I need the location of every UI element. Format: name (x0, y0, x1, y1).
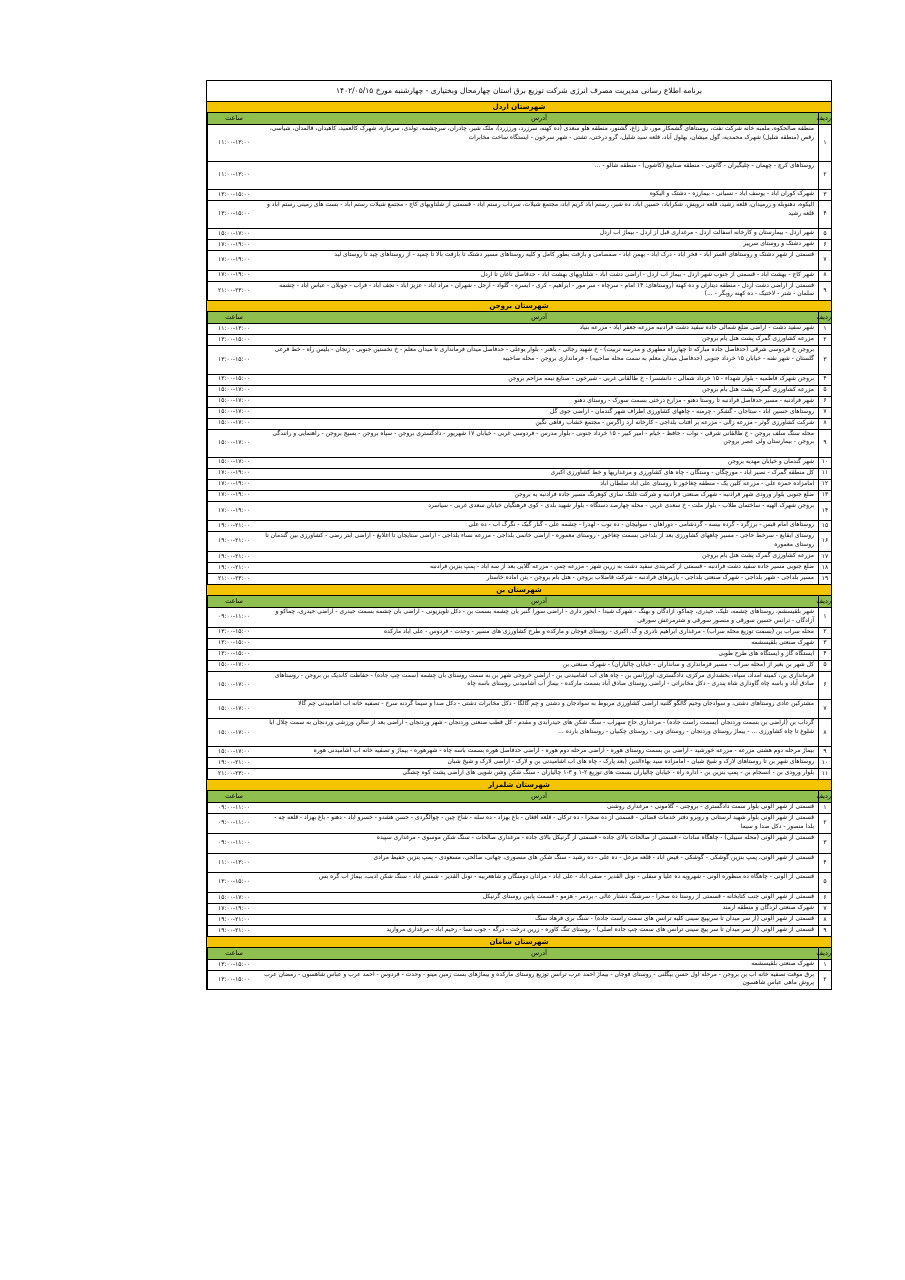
table-row (207, 650, 831, 661)
county-header: شهرستان بروجن (207, 301, 831, 312)
row-address: روستاهای کرچ - چهمان - چلیگیران - گائونی - منطقه صناییع (کاشون) - منطقه شالو - ... (594, 161, 814, 169)
row-address: ایستگاه گاز و ایستگاه های طرح طوبی (718, 649, 814, 657)
row-address: شهرک صنعتی بلقیسشمه (751, 638, 814, 646)
address-column-header: آدرس (531, 948, 547, 957)
row-time: ۱۷:۰۰-۱۹:۰۰ (207, 271, 260, 281)
row-number: ۲ (818, 628, 831, 638)
number-column-header: ردیف (816, 596, 831, 605)
table-row (207, 854, 831, 874)
row-address: شهر اردل - بیمارستان و کارخانه آسفالت اردل - مرغداری قبل از اردل - بیماژ آب اردل (599, 229, 814, 237)
row-time: ۱۳:۰۰-۱۵:۰۰ (207, 960, 260, 970)
row-address: مشترکین عادی روستاهای دشتی، و سوادجان وجیم گالگو گلنیه اراضی کشاورزی مربوط به سوادجان و دشتی و چم گالگا - دکل مخابرات دشتی - دکل صدا و سیما گردنه سرخ - تصفیه خانه آب آشامیدنی چم گالا (298, 699, 814, 707)
row-number: ۳ (818, 190, 831, 200)
table-row (207, 458, 831, 469)
row-time: ۰۹:۰۰-۱۱:۰۰ (207, 803, 260, 813)
column-header-row (207, 791, 831, 803)
row-time: ۱۵:۰۰-۱۷:۰۰ (207, 747, 260, 757)
row-number: ۱۰ (818, 758, 831, 768)
row-number: ۴ (818, 650, 831, 660)
row-time: ۱۳:۰۰-۱۵:۰۰ (207, 190, 260, 200)
row-time: ۱۹:۰۰-۲۱:۰۰ (207, 552, 260, 562)
row-time: ۲۱:۰۰-۲۳:۰۰ (207, 282, 260, 301)
table-row (207, 661, 831, 672)
row-time: ۱۵:۰۰-۱۷:۰۰ (207, 458, 260, 468)
row-time: ۱۵:۰۰-۱۷:۰۰ (207, 430, 260, 457)
row-number: ۱۱ (818, 769, 831, 779)
row-address: مسیر بلداجی - شهر بلداجی - شهرک صنعتی بلداجی - بازیرهای فرادنبه - شرکت قاضلاب بروجن - هتل بام بروجن - بتن آماده خاستار (486, 573, 814, 581)
row-time: ۱۹:۰۰-۲۱:۰۰ (207, 926, 260, 936)
row-address: بروجن خ فردوسی شرقی (حدفاصل جاده مبارکه تا چهارراه مطهری و مدرسه تربیت) - خ شهید رجائی - باهنر - بلوار بوعلی - حدفاصل میدان فرمانداری تا میدان معلم - خ نخستین جنوبی - زنجان - بلیس راه - خط فرعی گلستان - شهر نقنه - خیابان ۱۵ خرداد جنوبی (حدفاصل میدان معلم به سمت محله صاحبیه) - فرمانداری بروجن - محله صاحبیه (274, 346, 814, 362)
row-address: قسمتی از شهر آلونی (از سر میدان تا سر پیچ سینی ترانس های سمت چپ جاده اصلی) - روستای تنگ کاوره - زرین درخت - درگه - جوب نسا - رحیم آباد - مرغداری مروارید (386, 925, 814, 933)
row-number: ۱۹ (818, 574, 831, 584)
column-header-row (207, 948, 831, 960)
row-address: امامزاده حمزه علی - مزرعه کلین یک - منطقه چغاخور تا روستای علی آباد سلطان آباد (600, 479, 814, 487)
number-column-header: ردیف (816, 948, 831, 957)
row-address: قسمتی از شهر آلونی بلوار سمت دادگستری - بروجنی - گلامونی - مرغداری روشنی (607, 803, 814, 811)
row-time: ۱۵:۰۰-۱۷:۰۰ (207, 408, 260, 418)
row-address: شهر فرادنبه - مسیر حدفاصل فرادنبه تا روستا دهنو - مزارع درختی بسمت سورک - روستای دهنو (574, 396, 814, 404)
row-address: شهر بلقیسشم، روستاهای چشمه، تلیک، حیدری، چماکو، آزادگان و بهنگ - شهرک شیدا - آبخور داری - اراضی سورا گنبر بان چشمه بسمت بن - دکل تلویزیونی - اراضی بان چشمه بسمت حیدری - اراضی حیدری، چماکو و آزادگان - ترانس حسین سورقی و منصور سورقی و شترمرغش سورقی (275, 607, 814, 624)
row-number: ۵ (818, 661, 831, 671)
table-row (207, 502, 831, 522)
row-number: ۱۶ (818, 532, 831, 551)
table-row (207, 271, 831, 282)
row-time: ۱۳:۰۰-۱۵:۰۰ (207, 639, 260, 649)
column-header-row (207, 312, 831, 324)
time-column-header: ساعت (207, 596, 260, 607)
row-number: ۲ (818, 814, 831, 833)
row-time: ۱۹:۰۰-۲۱:۰۰ (207, 532, 260, 551)
row-address: برق موقت تصفیه خانه آب بن بروجن - مرحله اول حسن بیگلنی - روستای فوجان - بیماژ احمد عرب ترانس توزیع روستای مارکده و بیماژهای بست زمین مینو - وحدت - فردوس - احمد عرب و عباس شاهسون - رمضان عرب پروش ماهی عباس شاهسون (264, 970, 814, 987)
table-row (207, 926, 831, 937)
row-time: ۱۳:۰۰-۱۵:۰۰ (207, 335, 260, 345)
row-time: ۱۷:۰۰-۱۹:۰۰ (207, 904, 260, 914)
row-address: روستاهای حسین آباد - ستاجان - گشکر - چرمنه - چاههای کشاورزی اطراف شهر گندمان - اراضی جوی گل (550, 407, 814, 415)
table-row (207, 960, 831, 971)
schedule-sheet (206, 80, 832, 990)
row-time: ۰۹:۰۰-۱۱:۰۰ (207, 834, 260, 853)
table-row (207, 971, 831, 990)
row-address: قسمتی از شهر آلونی بلوار شهید لرستانی و روبرو دفتر خدمات قضائی - قسمتی از ده صحرا - ده ترکان - قلعه افغان - باغ بهزاد - ده سله - شاخ چین - چوالگردی - حسن هشدو - خسرو آباد - دهنو - باغ بهزاد - قلعه چه - بلدا منصور - دکل صدا و سیما (274, 814, 814, 831)
table-row (207, 190, 831, 201)
row-address: آلیکوه، دهنوبله و زرمیدان، قلعه رشید، قلعه درویش، شکرآباد، حسین آباد، ده شیر، رستم آباد کریم آباد، مجتمع شیلات، سرداب رستم آباد - قسمتی از شلتاویهای کاج - مجتمع شیلات رستم آباد - بست های زمینی رستم آباد و قلعه رشید (266, 200, 814, 217)
row-time: ۲۱:۰۰-۲۳:۰۰ (207, 574, 260, 584)
number-column-header: ردیف (816, 313, 831, 322)
row-address: شرکت کشاورزی گوثر - مزرعه زالی - مزرعه بر آفتاب بلداجی - کارخانه آرد زاگرس - مجتمع خشاب رفاهی نگین (535, 418, 814, 426)
row-address: بروجن شهرک الهیه - ساختمان طلاب - بلوار ملت - خ سعدی غربی - محله چهارصد دستگاه - بلوار شهید بلدی - کوی فرهنگیان خیابان سعدی غربی - سیاسرد (428, 501, 814, 509)
row-number: ۶ (818, 397, 831, 407)
table-row (207, 251, 831, 271)
address-column-header: آدرس (531, 114, 547, 122)
row-time: ۲۱:۰۰-۲۳:۰۰ (207, 769, 260, 779)
row-time: ۱۵:۰۰-۱۷:۰۰ (207, 700, 260, 719)
row-number: ۷ (818, 251, 831, 270)
row-address: روستاهای امام قیس - برزگرد - گرده بیسه - گردشامی - دوراهان - سولیجان - ده نوب - لهدرآ - چشمه علی - گنار گبک - نگرگ آب - ده علی (468, 521, 814, 529)
county-header: شهرستان سامان (207, 937, 831, 948)
row-time: ۱۳:۰۰-۱۵:۰۰ (207, 650, 260, 660)
row-time: ۱۱:۰۰-۱۳:۰۰ (207, 125, 260, 161)
row-time: ۱۹:۰۰-۲۱:۰۰ (207, 521, 260, 531)
row-address: مزرعه کشاورزی گمرک پشت هتل بام بروجن (702, 335, 814, 343)
row-time: ۱۵:۰۰-۱۷:۰۰ (207, 397, 260, 407)
table-row (207, 700, 831, 720)
table-row (207, 386, 831, 397)
row-address: قسمتی از شهر آلونی، پمپ بنزین گوشکی - گوشکی - فیض آباد - قلعه مزعل - ده علی - ده رشید - سنگ شکن های منصوری، جهانی، صالحی، مسعودی - پمپ بنزین حفیظ مرادی (373, 853, 814, 861)
row-address: شهر سفید دشت - اراضی ضلع شمالی جاده سفید دشت فرادنبه مزرعه جعفر آباد - مزرعه بنیاد (579, 324, 814, 332)
row-time: ۱۳:۰۰-۱۵:۰۰ (207, 375, 260, 385)
row-number: ۶ (818, 672, 831, 699)
table-row (207, 803, 831, 814)
table-row (207, 430, 831, 458)
row-time: ۱۷:۰۰-۱۹:۰۰ (207, 502, 260, 521)
table-row (207, 480, 831, 491)
row-time: ۱۷:۰۰-۱۹:۰۰ (207, 251, 260, 270)
row-address: بروجن شهرک فاطمیه - بلوار شهداء - ۱۵ خرداد شمالی - دانشسرا - خ طالقانی غربی - شیرخون - صنایع نیمه مزاحم بروجن (508, 374, 814, 382)
table-row (207, 608, 831, 628)
row-time: ۱۵:۰۰-۱۷:۰۰ (207, 386, 260, 396)
row-address: قسمتی از شهر آلونی جنب کتابخانه - قسمتی از روستا ده صحرا - سرشنگ دشتار عالی - بردمر - هزمو - قسمت پایین روستای گرنیکل (482, 892, 814, 900)
row-number: ۸ (818, 419, 831, 429)
row-number: ۱۰ (818, 458, 831, 468)
row-address: ضلع جنوبی بلوار ورودی شهر فرادنبه - شهرک صنعتی فرادنبه و شرکت غلتک سازی کوهرنگ مسیر جاده فرادنبه به بروجن (514, 490, 814, 498)
row-number: ۱۳ (818, 491, 831, 501)
table-row (207, 521, 831, 532)
row-number: ۲ (818, 162, 831, 189)
row-address: شهرک صنعتی لردگان و منطقه ارمند (722, 903, 814, 911)
column-header-row (207, 113, 831, 125)
row-time: ۱۱:۰۰-۱۳:۰۰ (207, 162, 260, 189)
table-row (207, 532, 831, 552)
row-address: قسمتی از شهر دشتک و روستاهای اقسر آباد - فخر آباد - درک آباد - بهمن آباد - صمصامی و بازفت بطور کامل و کلیه روستاهای مسیر دشتک تا بازفت بالا تا چمید - از روستاهای چید تا روستای لبد (334, 251, 814, 259)
table-row (207, 628, 831, 639)
table-row (207, 747, 831, 758)
county-header: شهرستان اردل (207, 102, 831, 113)
time-column-header: ساعت (207, 312, 260, 323)
table-row (207, 282, 831, 302)
table-row (207, 915, 831, 926)
row-address: کل منطقه گمرک - نصیر آباد - مورچگان - وستگان - چاه های کشاورزی و مرغداریها و خط کشاورزی اکبری (550, 468, 814, 476)
row-number: ۷ (818, 700, 831, 719)
table-row (207, 639, 831, 650)
row-number: ۴ (818, 854, 831, 873)
row-address: قسمتی از اراضی دشت اردل - منطقه دیناران و ده کهنه (روستاهای: ۱۴ امام - سرچاه - سر مور - ابراهیم - کری - ابسره - گلواد - ارجل - شهران - مراد آباد - عزیز آباد - نجف آباد - فراب - جوبلان - عباس آباد - چشمه سلمان - شتر - لاختیک - ده کهنه روبگر - ...) (279, 281, 814, 298)
row-number: ۸ (818, 271, 831, 281)
row-address: محله سراب بن (بسمت توزیع محله سراب) - مرغداری ابراهیم نادری و گ. اکبری - روستای فوجان و مارکده و طرح کشاورزی های مسیر - وحدت - فردوس - علی آباد مارکده (384, 627, 814, 635)
row-number: ۲ (818, 335, 831, 345)
row-number: ۷ (818, 408, 831, 418)
row-time: ۱۹:۰۰-۲۱:۰۰ (207, 563, 260, 573)
row-address: شهر کاج - بهشت آباد - قسمتی از جنوب شهر اردل - بیماژ آب اردل - اراضی دشت آباد - شلتاویهای بهشت آباد - حدفاصل تاغان تا اردل (480, 270, 814, 278)
row-number: ۳ (818, 346, 831, 373)
row-address: مزرعه کشاورزی گمرک پشت هتل بام بروجن (702, 385, 814, 393)
row-number: ۹ (818, 430, 831, 457)
table-row (207, 125, 831, 162)
row-time: ۱۷:۰۰-۱۹:۰۰ (207, 480, 260, 490)
row-address: ضلع جنوبی مسیر جاده سفید دشت فرادنبه - قسمتی از کمربندی سفید دشت به زرین شهر - مزرعه چمن - مزرعه گلابی بعد از سه آباد - پمپ بنزین فرادنبه (430, 562, 814, 570)
row-number: ۸ (818, 915, 831, 925)
row-number: ۹ (818, 747, 831, 757)
table-row (207, 240, 831, 251)
row-address: منطقه صالحکوه، ملمبه خانه شرکت نفت، روستاهای گشمکار مور، تل زاغ، گشنور، منطقه هلو سعدی (ده کهنه، سرزرد، ورززرد)، ملک شیر، چادران، سرچشمه، تولدی، سرمازه، شهرک کالعمید، کاهیدان، قالمدان، شیاسی، رقص (منطقه شلیل) شهرک محمدیه، گول میشان، بهلول آباد، قلعه سید شلیل، گرو درختی، تشتی - شهر سرخون - ایستگاه ساخت مخابرات (269, 125, 814, 141)
row-number: ۵ (818, 873, 831, 892)
row-number: ۱ (818, 125, 831, 161)
table-row (207, 769, 831, 780)
table-row (207, 408, 831, 419)
table-row (207, 563, 831, 574)
table-row (207, 491, 831, 502)
table-row (207, 904, 831, 915)
table-row (207, 574, 831, 585)
row-address: شهر دشتک و روستای سرپیر (743, 240, 814, 248)
table-row (207, 719, 831, 747)
page-title: برنامه اطلاع رسانی مدیریت مصرف انرژی شرکت توزیع برق استان چهارمحال وبختیاری - چهارشنبه مورخ ۱۴۰۲/۰۵/۱۵ (207, 81, 831, 102)
row-time: ۱۵:۰۰-۱۷:۰۰ (207, 229, 260, 239)
row-time: ۱۹:۰۰-۲۱:۰۰ (207, 758, 260, 768)
table-row (207, 397, 831, 408)
table-row (207, 229, 831, 240)
number-column-header: ردیف (816, 792, 831, 801)
row-time: ۱۵:۰۰-۱۷:۰۰ (207, 661, 260, 671)
row-number: ۱۵ (818, 521, 831, 531)
row-time: ۱۷:۰۰-۱۹:۰۰ (207, 240, 260, 250)
table-row (207, 335, 831, 346)
row-number: ۸ (818, 719, 831, 746)
address-column-header: آدرس (531, 792, 547, 801)
row-number: ۳ (818, 639, 831, 649)
county-header: شهرستان شلمزار (207, 780, 831, 791)
row-time: ۱۷:۰۰-۱۹:۰۰ (207, 469, 260, 479)
row-address: بلوار ورودی بن - انسجام بن - پمپ بنزین بن - اداره راه - خیابان چالیاران بسمت های توزیع ۲-۱ و ۳-۱ چالیاران - سنگ شکن وشن شویی های اراضی پشت کوه چشگی (402, 769, 814, 777)
row-number: ۱۱ (818, 469, 831, 479)
table-row (207, 162, 831, 190)
row-time: ۱۵:۰۰-۱۷:۰۰ (207, 672, 260, 699)
row-number: ۵ (818, 386, 831, 396)
row-number: ۱۸ (818, 563, 831, 573)
row-address: محله سنگ سلف بروجن - خ طالقانی شرقی - نواب - حافظ - خیام - امیر کبیر - ۱۵ خرداد جنوبی - بلوار مدرس - فردوسی غربی - خیابان ۱۷ شهریور - دادگستری بروجن - سپاه بروجن - بسیج بروجن - راهنمایی و رانندگی بروجن - بیمارستان ولی عصر بروجن (272, 429, 814, 446)
number-column-header: ردیف (816, 114, 831, 122)
table-row (207, 893, 831, 904)
row-number: ۱ (818, 608, 831, 627)
row-time: ۱۵:۰۰-۱۷:۰۰ (207, 893, 260, 903)
row-time: ۱۵:۰۰-۱۷:۰۰ (207, 419, 260, 429)
row-address: شهر گندمان و خیابان مهدیه بروجن (727, 457, 814, 465)
row-time: ۱۳:۰۰-۱۵:۰۰ (207, 346, 260, 373)
time-column-header: ساعت (207, 948, 260, 959)
row-time: ۱۳:۰۰-۱۵:۰۰ (207, 201, 260, 228)
row-address: روستاهای شهر بن تا روستاهای لارک و شیخ شبان - امامزاده سید بهاءالدین (بعد پارک - چاه های آب آشامیدنی بن و لارک - اراضی لارک و شیخ شبان (447, 758, 814, 766)
table-row (207, 834, 831, 854)
row-time: ۱۱:۰۰-۱۳:۰۰ (207, 324, 260, 334)
row-time: ۱۳:۰۰-۱۵:۰۰ (207, 873, 260, 892)
row-address: روستای آبقایع - سرخط حاجی - مسیر چاههای کشاورزی بعد از بلداجی بسمت چغاخور - روستای معموره - اراضی خانمی بلداجی - مزرعه نساء بلداجی - اراضی ستایجان تا آغلابغ - اراضی آبتر رضی - کشاورزی بین گندمان تا روستای معموره (265, 532, 814, 548)
row-address: کل شهر بن بغیر از (محله سراب - مسیر فرمانداری و سانداران - خیابان چالیاران) - شهرک صنعتی بن (562, 660, 814, 668)
address-column-header: آدرس (531, 313, 547, 322)
county-header: شهرستان بن (207, 585, 831, 596)
address-column-header: آدرس (531, 596, 547, 605)
row-number: ۷ (818, 904, 831, 914)
row-number: ۶ (818, 240, 831, 250)
row-time: ۱۷:۰۰-۱۹:۰۰ (207, 491, 260, 501)
row-number: ۱ (818, 803, 831, 813)
table-row (207, 375, 831, 386)
row-time: ۱۱:۰۰-۱۳:۰۰ (207, 854, 260, 873)
row-number: ۹ (818, 282, 831, 301)
row-address: قسمتی از آلونی - چاهگاه ده منظوره آلونی - شهرویه ده علیا و سفلی - نونل القدیر - صفی آباد - علی آباد - مرادان دومنگان و شاهعربیه - نونل القدیر - شمس آباد - سنگ شکن ادیب، بیماژ آب گره بس (318, 873, 814, 881)
row-number: ۴ (818, 375, 831, 385)
row-address: بیماژ مرحله دوم هشتی مزرعه - مزرعه خورشید - اراضی بن بسمت روستای هوره - اراضی مرحله دوم هوره - اراضی حدفاصل هوره بسمت باسه چاه - شهرهوره - بیماژ و تصفیه خانه آب آشامیدنی هوره (313, 747, 814, 755)
table-row (207, 324, 831, 335)
row-time: ۱۳:۰۰-۱۵:۰۰ (207, 971, 260, 990)
row-number: ۱۴ (818, 502, 831, 521)
row-number: ۲ (818, 971, 831, 990)
schedule-body (207, 102, 831, 989)
row-number: ۳ (818, 834, 831, 853)
row-number: ۵ (818, 229, 831, 239)
row-number: ۴ (818, 201, 831, 228)
row-time: ۰۹:۰۰-۱۱:۰۰ (207, 814, 260, 833)
table-row (207, 346, 831, 374)
row-time: ۱۹:۰۰-۲۱:۰۰ (207, 915, 260, 925)
table-row (207, 419, 831, 430)
column-header-row (207, 596, 831, 608)
table-row (207, 201, 831, 229)
row-time: ۱۳:۰۰-۱۵:۰۰ (207, 628, 260, 638)
row-time: ۰۹:۰۰-۱۱:۰۰ (207, 608, 260, 627)
row-address: شهرک کوران آباد - یوسف آباد - نسیانی - بیمارزه - دشتک و آلیکوه (649, 189, 814, 197)
table-row (207, 758, 831, 769)
row-address: قسمتی از شهر آلونی (محله سبیلی) - چاهگاه سادات - قسمتی از صالحات بالای جاده - قسمتی از گرنیکل بالای جاده - مرغداری صالحات - سنگ شکن موسوی - مرغداری سپیده (376, 834, 814, 842)
table-row (207, 873, 831, 893)
row-number: ۶ (818, 893, 831, 903)
row-address: قسمتی از شهر آلونی (از سر میدان تا سریپیچ سینی کلیه ترانس های سمت راست جاده) - سنگ بری فرهاد سنگ (535, 914, 814, 922)
row-number: ۱۲ (818, 480, 831, 490)
row-address: مزرعه کشاورزی گمرک پشت هتل بام بروجن (702, 551, 814, 559)
time-column-header: ساعت (207, 113, 260, 124)
time-column-header: ساعت (207, 791, 260, 802)
row-number: ۱ (818, 960, 831, 970)
table-row (207, 672, 831, 700)
row-address: فرمانداری بن، کمیته امداد، سپاه، بخشداری مرکزی، دادگستری، اورژانس بن - چاه های آب آشامیدنی بن - اراضی خروجی شهر بن به سمت روستای بان چشمه (سمت چپ جاده) - حفاظت کاندیک بن بروجن - روستاهای صادق آباد و باسه چاه گاوداری شاه بندری - دکل مخابراتی - اراضی روستای صادق آباد بسمت مارکده - بیماژ آب آشامیدنی روستای باسه چاه (274, 671, 814, 688)
row-number: ۱ (818, 324, 831, 334)
row-address: شهرک صنعتی بلقیسشمه (751, 959, 814, 967)
table-row (207, 814, 831, 834)
row-number: ۱۷ (818, 552, 831, 562)
row-address: گرداب بن (اراضی بن بسمت وردنجان (بسمت راست جاده) - مرغداری حاج سهراب - سنگ شکن های حیدرآبدی و مقدم - کل قطب صنعتی وردنجان - شهر وردنجان - اراضی بعد از سالن ورزشی وردنجان به سمت چلال آبا شلوغ تا چاه کشاورزی ... - بیماژ روستای وردنجان - روستای ونی - روستای چکبیان - روستاهای بارده ... (269, 719, 814, 735)
table-row (207, 469, 831, 480)
row-time: ۱۵:۰۰-۱۷:۰۰ (207, 719, 260, 746)
table-row (207, 552, 831, 563)
row-number: ۹ (818, 926, 831, 936)
